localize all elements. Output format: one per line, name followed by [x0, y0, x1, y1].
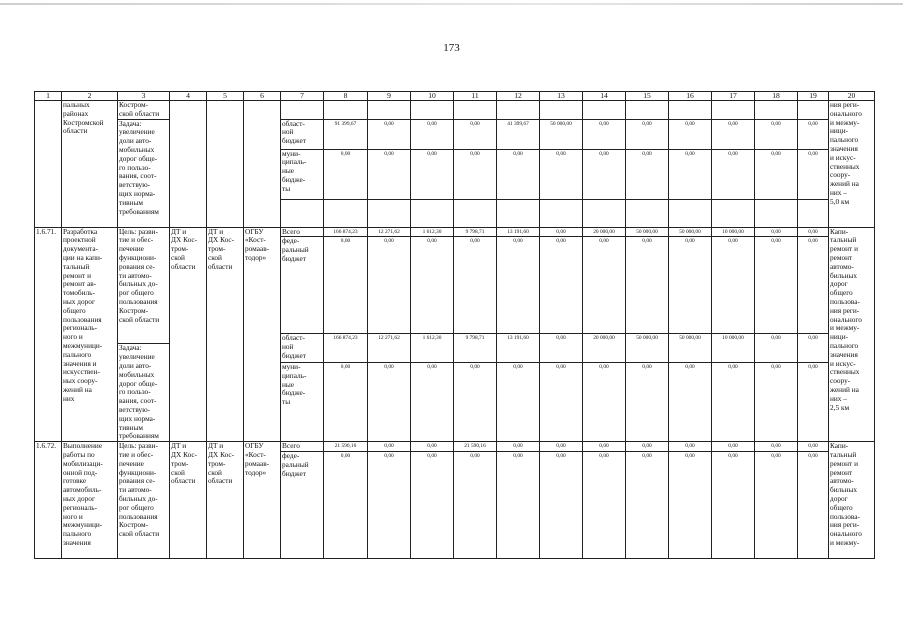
amount-cell: 9 798,71	[454, 227, 497, 237]
amount-cell: 21 590,16	[454, 442, 497, 452]
amount-cell	[324, 101, 368, 120]
amount-cell: 0,00	[583, 119, 626, 149]
amount-cell: 0,00	[755, 451, 798, 558]
amount-cell	[755, 199, 798, 227]
column-number-header: 11	[454, 92, 497, 101]
column-number-header: 4	[170, 92, 207, 101]
amount-cell: 0,00	[368, 119, 411, 149]
amount-cell	[540, 199, 583, 227]
amount-cell: 0,00	[626, 451, 669, 558]
amount-cell: 0,00	[411, 442, 454, 452]
amount-cell: 0,00	[497, 237, 540, 334]
amount-cell	[411, 101, 454, 120]
amount-cell: 0,00	[669, 451, 712, 558]
amount-cell	[755, 101, 798, 120]
amount-cell: 0,00	[368, 237, 411, 334]
amount-cell	[540, 101, 583, 120]
column-number-header: 3	[118, 92, 170, 101]
executor-cell	[244, 101, 281, 228]
amount-cell: 21 590,16	[324, 442, 368, 452]
goal-cell: Костром- ской области	[118, 101, 170, 120]
row-id-cell	[35, 101, 62, 228]
amount-cell: 50 000,00	[669, 334, 712, 363]
column-number-header: 8	[324, 92, 368, 101]
amount-cell: 12 271,62	[368, 334, 411, 363]
amount-cell: 1 612,30	[411, 227, 454, 237]
table-row	[35, 227, 875, 237]
column-number-header: 9	[368, 92, 411, 101]
amount-cell: 0,00	[626, 119, 669, 149]
column-number-header: 10	[411, 92, 454, 101]
amount-cell: 0,00	[712, 119, 755, 149]
amount-cell: 0,00	[368, 451, 411, 558]
amount-cell: 0,00	[626, 237, 669, 334]
amount-cell	[411, 199, 454, 227]
amount-cell: 0,00	[324, 149, 368, 199]
amount-cell: 0,00	[324, 362, 368, 441]
amount-cell	[583, 101, 626, 120]
amount-cell: 0,00	[324, 451, 368, 558]
funding-source-cell: феде- ральный бюджет	[281, 237, 324, 334]
amount-cell: 0,00	[712, 149, 755, 199]
amount-cell	[626, 101, 669, 120]
amount-cell: 0,00	[755, 442, 798, 452]
amount-cell: 0,00	[798, 119, 829, 149]
amount-cell: 0,00	[626, 362, 669, 441]
amount-cell: 0,00	[669, 119, 712, 149]
row-id-cell: 1.6.71.	[35, 227, 62, 442]
amount-cell: 50 000,00	[669, 227, 712, 237]
funding-source-cell: област- ной бюджет	[281, 119, 324, 149]
funding-source-cell: област- ной бюджет	[281, 334, 324, 363]
amount-cell: 0,00	[712, 451, 755, 558]
amount-cell: 0,00	[454, 237, 497, 334]
amount-cell: 0,00	[454, 451, 497, 558]
amount-cell	[669, 199, 712, 227]
amount-cell: 0,00	[669, 362, 712, 441]
amount-cell: 0,00	[755, 334, 798, 363]
amount-cell	[324, 199, 368, 227]
funding-source-cell	[281, 199, 324, 227]
goal-cell: Цель: разви- тие и обес- печение функциони- рования се- ти автомо- бильных до- рог общего пользования Костром- ской области	[118, 227, 170, 344]
amount-cell: 0,00	[626, 149, 669, 199]
amount-cell: 0,00	[497, 442, 540, 452]
amount-cell: 0,00	[497, 149, 540, 199]
column-number-header: 15	[626, 92, 669, 101]
amount-cell: 0,00	[712, 442, 755, 452]
amount-cell: 0,00	[540, 227, 583, 237]
amount-cell: 0,00	[411, 119, 454, 149]
program-table	[34, 91, 875, 559]
amount-cell: 0,00	[669, 149, 712, 199]
column-number-header: 18	[755, 92, 798, 101]
column-number-header: 1	[35, 92, 62, 101]
amount-cell: 0,00	[583, 451, 626, 558]
executor-cell: ОГБУ «Кост- ромаав- тодор»	[244, 227, 281, 442]
amount-cell	[454, 199, 497, 227]
amount-cell: 0,00	[798, 149, 829, 199]
column-number-header: 14	[583, 92, 626, 101]
amount-cell: 166 874,23	[324, 334, 368, 363]
measure-name-cell: Разработка проектной документа- ции на капи- тальный ремонт и ремонт ав- томобиль- ных дорог общего пользования региональ- ного и межмуници- пального значения и искусствен- ных соору- жений на них	[62, 227, 118, 442]
amount-cell: 12 271,62	[368, 227, 411, 237]
amount-cell: 0,00	[540, 334, 583, 363]
column-number-header: 16	[669, 92, 712, 101]
column-number-header: 6	[244, 92, 281, 101]
table-row	[35, 101, 875, 120]
amount-cell: 0,00	[798, 362, 829, 441]
amount-cell	[368, 199, 411, 227]
amount-cell: 0,00	[755, 237, 798, 334]
amount-cell	[454, 101, 497, 120]
amount-cell: 50 000,00	[626, 227, 669, 237]
result-cell: Капи- тальный ремонт и ремонт автомо- бильных дорог общего пользова- ния реги- онального и межму-	[829, 442, 875, 559]
amount-cell: 0,00	[454, 362, 497, 441]
amount-cell	[583, 199, 626, 227]
amount-cell: 166 874,23	[324, 227, 368, 237]
amount-cell	[368, 101, 411, 120]
amount-cell: 0,00	[583, 362, 626, 441]
page-number: 173	[443, 42, 460, 54]
amount-cell: 0,00	[540, 451, 583, 558]
customer-cell: ДТ и ДХ Кос- тром- ской области	[170, 442, 207, 559]
column-number-row	[35, 92, 875, 101]
amount-cell: 0,00	[755, 119, 798, 149]
amount-cell: 0,00	[540, 442, 583, 452]
amount-cell: 13 191,60	[497, 227, 540, 237]
amount-cell: 0,00	[583, 149, 626, 199]
amount-cell: 10 000,00	[712, 334, 755, 363]
result-cell: ния реги- онального и межму- ници- пального значения и искус- ственных соору- жений на них – 5,0 км	[829, 101, 875, 228]
amount-cell: 91 399,67	[324, 119, 368, 149]
amount-cell: 13 191,60	[497, 334, 540, 363]
goal-cell: Цель: разви- тие и обес- печение функциони- рования се- ти автомо- бильных до- рог общего пользования Костром- ской области	[118, 442, 170, 559]
customer-cell: ДТ и ДХ Кос- тром- ской области	[170, 227, 207, 442]
amount-cell: 0,00	[583, 237, 626, 334]
amount-cell: 0,00	[411, 149, 454, 199]
amount-cell: 0,00	[497, 451, 540, 558]
amount-cell	[712, 199, 755, 227]
amount-cell	[497, 199, 540, 227]
amount-cell: 0,00	[411, 362, 454, 441]
amount-cell: 0,00	[755, 149, 798, 199]
amount-cell: 0,00	[368, 362, 411, 441]
amount-cell: 0,00	[669, 237, 712, 334]
task-cell: Задача: увеличение доли авто- мобильных дорог обще- го пользо- вания, соот- ветствую- щих норма- тивным требованиям	[118, 119, 170, 227]
result-cell: Капи- тальный ремонт и ремонт автомо- бильных дорог общего пользова- ния реги- онального и межму- ници- пального значения и искус- ственных соору- жений на них – 2,5 км	[829, 227, 875, 442]
amount-cell: 0,00	[411, 451, 454, 558]
amount-cell	[798, 101, 829, 120]
amount-cell: 0,00	[540, 237, 583, 334]
amount-cell: 0,00	[540, 362, 583, 441]
funding-source-cell	[281, 101, 324, 120]
amount-cell: 0,00	[583, 442, 626, 452]
executor-cell: ОГБУ «Кост- ромаав- тодор»	[244, 442, 281, 559]
amount-cell	[669, 101, 712, 120]
amount-cell: 0,00	[798, 237, 829, 334]
amount-cell: 0,00	[798, 442, 829, 452]
task-cell: Задача: увеличение доли авто- мобильных дорог обще- го пользо- вания, соот- ветствую- щих норма- тивным требованиям	[118, 344, 170, 442]
table-row	[35, 119, 875, 149]
amount-cell: 0,00	[755, 362, 798, 441]
amount-cell	[798, 199, 829, 227]
administrator-cell	[207, 101, 244, 228]
amount-cell: 20 000,00	[583, 334, 626, 363]
column-number-header: 19	[798, 92, 829, 101]
amount-cell: 0,00	[712, 362, 755, 441]
scan-edge	[0, 3, 903, 5]
amount-cell: 0,00	[798, 334, 829, 363]
funding-source-cell: феде- ральный бюджет	[281, 451, 324, 558]
amount-cell	[712, 101, 755, 120]
funding-source-cell: муни- ципаль- ные бюдже- ты	[281, 149, 324, 199]
amount-cell: 0,00	[798, 227, 829, 237]
column-number-header: 5	[207, 92, 244, 101]
row-id-cell: 1.6.72.	[35, 442, 62, 559]
amount-cell	[626, 199, 669, 227]
funding-source-cell: муни- ципаль- ные бюдже- ты	[281, 362, 324, 441]
amount-cell: 0,00	[712, 237, 755, 334]
column-number-header: 20	[829, 92, 875, 101]
amount-cell: 0,00	[669, 442, 712, 452]
measure-name-cell: пальных районах Костромской области	[62, 101, 118, 228]
column-number-header: 2	[62, 92, 118, 101]
column-number-header: 12	[497, 92, 540, 101]
table-row	[35, 442, 875, 452]
administrator-cell: ДТ и ДХ Кос- тром- ской области	[207, 442, 244, 559]
amount-cell: 1 612,30	[411, 334, 454, 363]
amount-cell: 50 000,00	[540, 119, 583, 149]
column-number-header: 17	[712, 92, 755, 101]
funding-source-cell: Всего	[281, 442, 324, 452]
amount-cell: 0,00	[798, 451, 829, 558]
amount-cell: 50 000,00	[626, 334, 669, 363]
amount-cell: 10 000,00	[712, 227, 755, 237]
amount-cell: 0,00	[324, 237, 368, 334]
amount-cell: 41 399,67	[497, 119, 540, 149]
amount-cell: 0,00	[626, 442, 669, 452]
amount-cell: 0,00	[540, 149, 583, 199]
amount-cell	[497, 101, 540, 120]
amount-cell: 0,00	[368, 442, 411, 452]
amount-cell: 20 000,00	[583, 227, 626, 237]
amount-cell: 0,00	[411, 237, 454, 334]
amount-cell: 9 798,71	[454, 334, 497, 363]
amount-cell: 0,00	[368, 149, 411, 199]
amount-cell: 0,00	[497, 362, 540, 441]
column-number-header: 7	[281, 92, 324, 101]
column-number-header: 13	[540, 92, 583, 101]
amount-cell: 0,00	[454, 119, 497, 149]
measure-name-cell: Выполнение работы по мобилизаци- онной под- готовке автомобиль- ных дорог региональ- ного и межмуници- пального значения	[62, 442, 118, 559]
amount-cell: 0,00	[755, 227, 798, 237]
administrator-cell: ДТ и ДХ Кос- тром- ской области	[207, 227, 244, 442]
customer-cell	[170, 101, 207, 228]
amount-cell: 0,00	[454, 149, 497, 199]
funding-source-cell: Всего	[281, 227, 324, 237]
